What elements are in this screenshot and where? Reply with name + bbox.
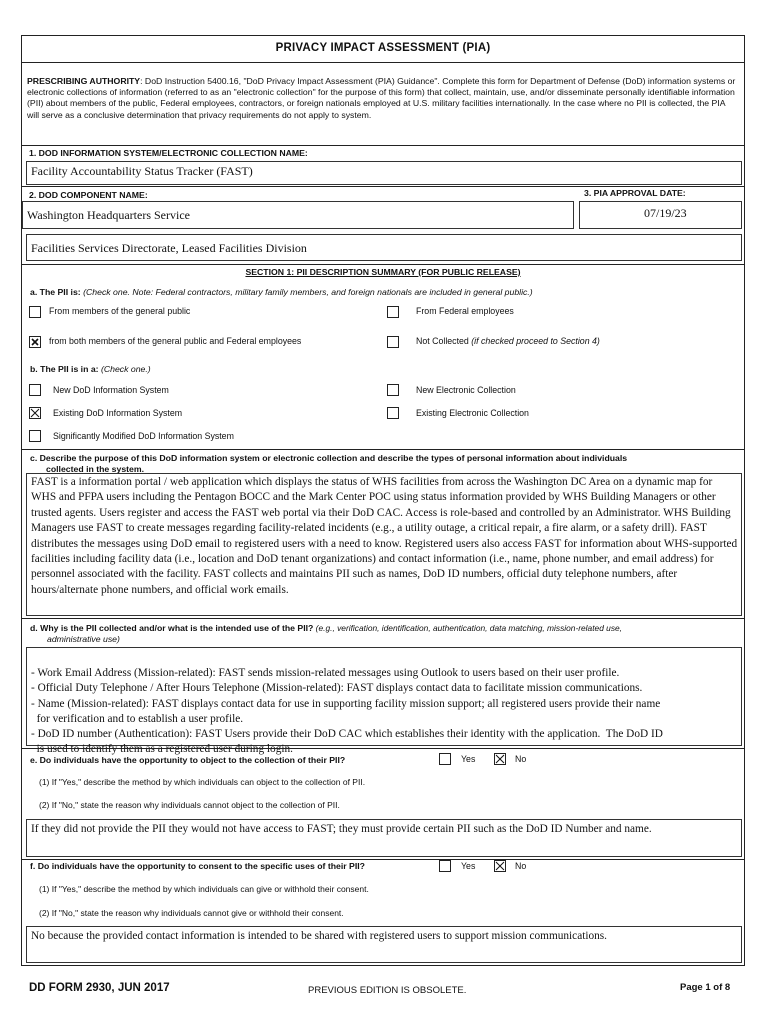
question-a-note: (Check one. Note: Federal contractors, military family members, and foreign nationals are included in general public.) (80, 287, 533, 297)
label-e-no: No (515, 754, 527, 764)
edition-note: PREVIOUS EDITION IS OBSOLETE. (308, 985, 467, 996)
intended-use-line: - Name (Mission-related): FAST displays contact data for use in supporting facility mission support; all registered users provide their name (31, 697, 661, 710)
label-federal-employees: From Federal employees (416, 306, 514, 316)
label-new-electronic-collection: New Electronic Collection (416, 385, 516, 395)
divider (22, 145, 744, 146)
component-name-field[interactable]: Washington Headquarters Service (22, 201, 574, 229)
question-d-label: d. Why is the PII collected and/or what is the intended use of the PII? (30, 623, 314, 633)
check-x-icon (495, 861, 505, 871)
question-b (30, 364, 151, 374)
checkbox-existing-electronic-collection[interactable] (387, 407, 399, 419)
checkbox-f-yes[interactable] (439, 860, 451, 872)
question-f2: (2) If "No," state the reason why individuals cannot give or withhold their consent. (39, 908, 344, 918)
prescribing-authority (27, 76, 737, 121)
form-title: PRIVACY IMPACT ASSESSMENT (PIA) (275, 42, 491, 54)
intended-use-line: - DoD ID number (Authentication): FAST Users provide their DoD CAC which establishes their identity with the application. The DoD ID (31, 728, 663, 741)
label-existing-electronic-collection: Existing Electronic Collection (416, 408, 529, 418)
form-number: DD FORM 2930, JUN 2017 (29, 982, 170, 994)
label-existing-dod-system: Existing DoD Information System (53, 408, 183, 418)
divider (22, 859, 744, 860)
divider (22, 264, 744, 265)
label-not-collected-text: Not Collected (416, 336, 469, 346)
question-e-label: e. Do individuals have the opportunity to object to the collection of their PII? (30, 755, 346, 765)
label-significantly-modified: Significantly Modified DoD Information System (53, 431, 234, 441)
question-a (30, 287, 533, 297)
question-d-note-1: (e.g., verification, identification, authentication, data matching, mission-related use, (313, 623, 623, 633)
section-1-title: SECTION 1: PII DESCRIPTION SUMMARY (FOR PUBLIC RELEASE) (245, 267, 521, 277)
check-x-icon (30, 408, 40, 418)
question-d-note-2: administrative use) (47, 634, 120, 644)
q1-label: 1. DOD INFORMATION SYSTEM/ELECTRONIC COLLECTION NAME: (29, 148, 308, 158)
consent-reason-field[interactable]: No because the provided contact information is intended to be shared with registered users to support mission communications. (26, 926, 742, 963)
prescribing-text: : DoD Instruction 5400.16, "DoD Privacy Impact Assessment (PIA) Guidance". Complete this form for Department of Defense (DoD) information systems or electronic collections of information (referred to as an "electronic collection" for the purpose of this form) that collect, maintain, use, and/or disseminate personally identifiable information (PII) about members of the public, Federal employees, contractors, or foreign nationals employed at U.S. military facilities internationally. In the case where no PII is collected, the PIA will serve as a conclusive determination that privacy requirements do not apply to system. (27, 76, 736, 120)
label-new-dod-system: New DoD Information System (53, 385, 169, 395)
intended-use-line: for verification and to establish a user profile. (31, 712, 244, 725)
label-both-public-federal: from both members of the general public and Federal employees (49, 336, 302, 346)
divider (22, 449, 744, 450)
checkbox-federal-employees[interactable] (387, 306, 399, 318)
checkbox-general-public[interactable] (29, 306, 41, 318)
intended-use-field[interactable] (26, 647, 742, 756)
label-f-yes: Yes (461, 861, 476, 871)
label-f-no: No (515, 861, 527, 871)
question-e1: (1) If "Yes," describe the method by which individuals can object to the collection of PII. (39, 777, 366, 787)
label-not-collected (416, 336, 600, 346)
intended-use-line: - Official Duty Telephone / After Hours Telephone (Mission-related): FAST displays contact data to facilitate mission communications. (31, 682, 643, 695)
checkbox-new-dod-system[interactable] (29, 384, 41, 396)
divider (22, 618, 744, 619)
question-f-label: f. Do individuals have the opportunity to consent to the specific uses of their PII? (30, 861, 365, 871)
checkbox-significantly-modified[interactable] (29, 430, 41, 442)
q2-label: 2. DOD COMPONENT NAME: (29, 190, 148, 200)
purpose-description-field[interactable]: FAST is a information portal / web application which displays the status of WHS facilities from across the Washington DC Area on a dynamic map for WHS and PFPA users including the Pentagon BOCC and the Mark Center POC using status information provided by WHS Building Managers or other trusted agents. Users register and access the FAST web portal via their DoD CAC. Access is role-based and controlled by an Administrator. WHS Building Managers use FAST to create messages regarding facility-related incidents (e.g., a utility outage, a critical repair, a fire alarm, or a safety drill). FAST distributes the messages using DoD email to registered users with a need to know. Registered users also access FAST for information about WHS-supported facilities including facility data (i.e., location and DoD tenant organizations) and contact information (i.e., name, phone number, and email address) for personnel associated with the facility. FAST collects and maintains PII such as names, DoD ID numbers, official duty telephone numbers, after hours/alternate phone numbers, and official work emails. (26, 473, 742, 616)
question-b-note: (Check one.) (98, 364, 151, 374)
page-number: Page 1 of 8 (680, 982, 731, 993)
question-d (30, 623, 622, 633)
question-a-label: a. The PII is: (30, 287, 81, 297)
label-not-collected-note: (if checked proceed to Section 4) (468, 336, 600, 346)
intended-use-line: - Work Email Address (Mission-related): FAST sends mission-related messages using Outlook to users based on their user profile. (31, 667, 620, 680)
checkbox-e-no[interactable] (494, 753, 506, 765)
checkbox-f-no[interactable] (494, 860, 506, 872)
q3-label: 3. PIA APPROVAL DATE: (584, 188, 686, 198)
object-reason-field[interactable]: If they did not provide the PII they would not have access to FAST; they must provide certain PII such as the DoD ID Number and name. (26, 819, 742, 857)
checkbox-not-collected[interactable] (387, 336, 399, 348)
checkbox-existing-dod-system[interactable] (29, 407, 41, 419)
checkbox-both-public-federal[interactable] (29, 336, 41, 348)
prescribing-label: PRESCRIBING AUTHORITY (27, 76, 141, 86)
divider (22, 62, 744, 63)
checkbox-new-electronic-collection[interactable] (387, 384, 399, 396)
divider (22, 748, 744, 749)
pia-form (21, 35, 745, 966)
question-c-line1: c. Describe the purpose of this DoD information system or electronic collection and describe the types of personal information about individuals (30, 453, 628, 463)
intended-use-line: is used to identify them as a registered user during login. (31, 743, 293, 756)
checkbox-e-yes[interactable] (439, 753, 451, 765)
system-name-field[interactable]: Facility Accountability Status Tracker (FAST) (26, 161, 742, 185)
question-f1: (1) If "Yes," describe the method by which individuals can give or withhold their consent. (39, 884, 369, 894)
label-e-yes: Yes (461, 754, 476, 764)
approval-date-field[interactable]: 07/19/23 (579, 201, 742, 229)
label-general-public: From members of the general public (49, 306, 191, 316)
question-b-label: b. The PII is in a: (30, 364, 99, 374)
question-c-line2: collected in the system. (46, 464, 145, 474)
check-x-icon (495, 754, 505, 764)
check-x-icon (30, 337, 40, 347)
divider (22, 186, 744, 187)
subcomponent-field[interactable]: Facilities Services Directorate, Leased Facilities Division (26, 234, 742, 261)
question-e2: (2) If "No," state the reason why individuals cannot object to the collection of PII. (39, 800, 340, 810)
